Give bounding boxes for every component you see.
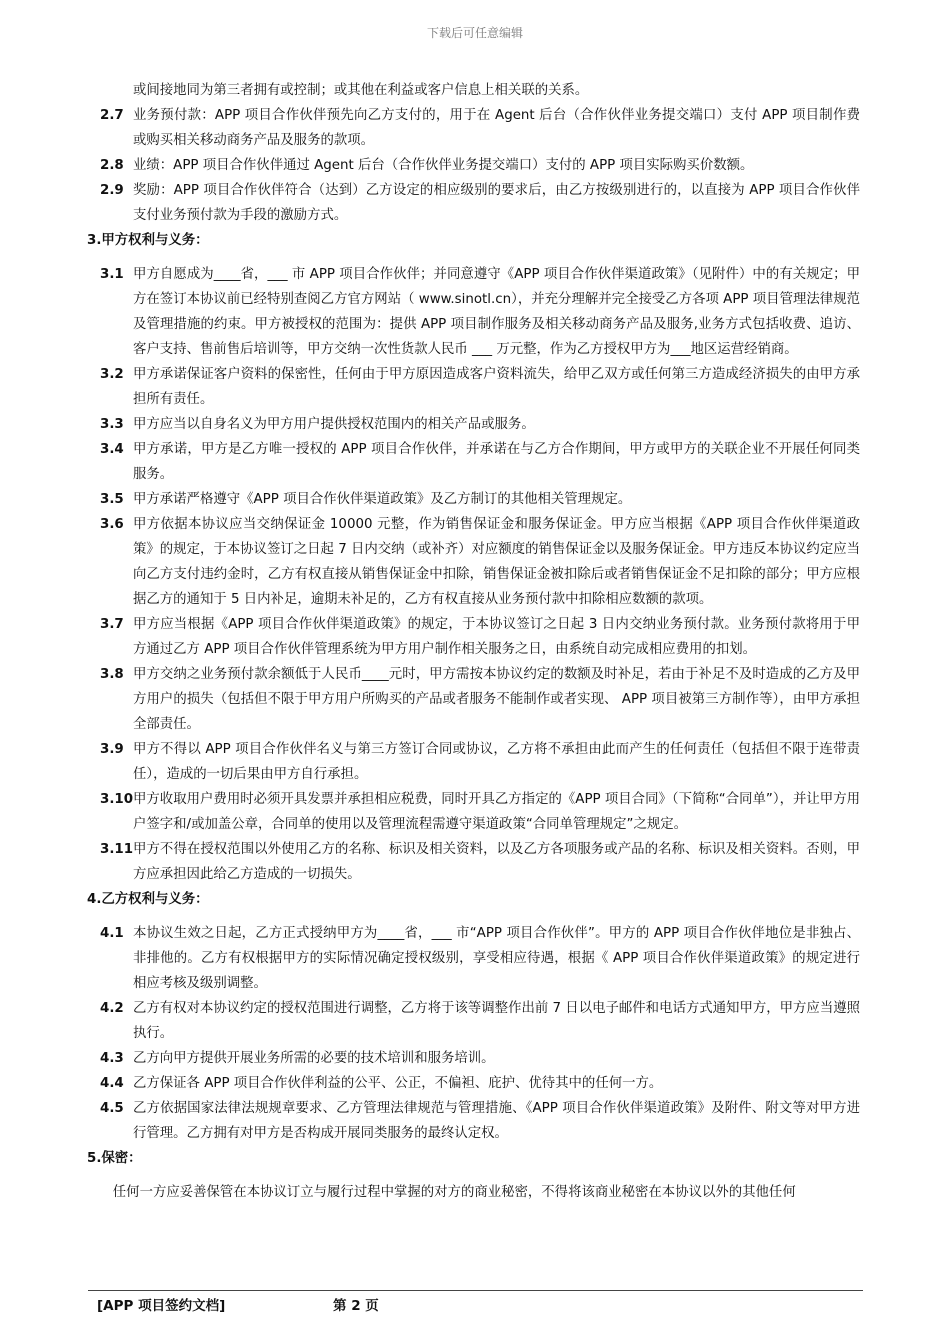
clause-number: 4.1 (100, 926, 124, 941)
clause-number: 3.7 (100, 617, 124, 632)
clause-text: 业绩：APP 项目合作伙伴通过 Agent 后台（合作伙伴业务提交端口）支付的 APP 项目实际购买价数额。 (133, 158, 754, 173)
footer-divider (88, 1290, 863, 1291)
clause-number: 4.4 (100, 1076, 124, 1091)
clause-text: 甲方不得以 APP 项目合作伙伴名义与第三方签订合同或协议，乙方将不承担由此而产生的任何责任（包括但不限于连带责任），造成的一切后果由甲方自行承担。 (133, 742, 860, 782)
clause-2-9 (100, 178, 860, 228)
clause-text: 乙方有权对本协议约定的授权范围进行调整，乙方将于该等调整作出前 7 日以电子邮件和电话方式通知甲方，甲方应当遵照执行。 (133, 1001, 860, 1041)
clause-2-7 (100, 103, 860, 153)
clause-number: 2.9 (100, 183, 124, 198)
clause-text: 甲方不得在授权范围以外使用乙方的名称、标识及相关资料，以及乙方各项服务或产品的名称、标识及相关资料。否则，甲方应承担因此给乙方造成的一切损失。 (133, 842, 860, 882)
clause-number: 3.8 (100, 667, 124, 682)
clause-number: 4.5 (100, 1101, 124, 1116)
clause-text: 甲方收取用户费用时必须开具发票并承担相应税费，同时开具乙方指定的《APP 项目合同》（下简称“合同单”），并让甲方用户签字和/或加盖公章，合同单的使用以及管理流程需遵守渠道政策“合同单管理规定”之规定。 (133, 792, 860, 832)
clause-4-5 (100, 1096, 860, 1146)
continuation-text: 或间接地同为第三者拥有或控制；或其他在利益或客户信息上相关联的关系。 (133, 83, 589, 98)
section-5-paragraph: 任何一方应妥善保管在本协议订立与履行过程中掌握的对方的商业秘密，不得将该商业秘密在本协议以外的其他任何 (112, 1185, 796, 1200)
clause-text: 甲方自愿成为____省，___ 市 APP 项目合作伙伴；并同意遵守《APP 项目合作伙伴渠道政策》（见附件）中的有关规定；甲方在签订本协议前已经特别查阅乙方官方网站（ www.sinotl.cn），并充分理解并完全接受乙方各项 APP 项目管理法律规范及管理措施的约束。甲方被授权的范围为：提供 APP 项目制作服务及相关移动商务产品及服务,业务方式包括收费、追访、客户支持、售前售后培训等，甲方交纳一次性货款人民币 ___ 万元整，作为乙方授权甲方为___地区运营经销商。 (133, 267, 860, 357)
clause-text: 甲方依据本协议应当交纳保证金 10000 元整，作为销售保证金和服务保证金。甲方应当根据《APP 项目合作伙伴渠道政策》的规定，于本协议签订之日起 7 日内交纳（或补齐）对应额度的销售保证金以及服务保证金。甲方违反本协议约定应当向乙方支付违约金时，乙方有权直接从销售保证金中扣除，销售保证金被扣除后或者销售保证金不足扣除的部分；甲方应根据乙方的通知于 5 日内补足，逾期未补足的，乙方有权直接从业务预付款中扣除相应数额的款项。 (133, 517, 860, 607)
document-body (87, 78, 860, 1205)
clause-4-2 (100, 996, 860, 1046)
clause-number: 3.1 (100, 267, 124, 282)
section-4-heading: 4.乙方权利与义务： (87, 892, 209, 907)
clause-3-3 (100, 412, 860, 437)
clause-text: 甲方承诺保证客户资料的保密性，任何由于甲方原因造成客户资料流失，给甲乙双方或任何第三方造成经济损失的由甲方承担所有责任。 (133, 367, 860, 407)
clause-text: 甲方交纳之业务预付款余额低于人民币____元时，甲方需按本协议约定的数额及时补足，若由于补足不及时造成的乙方及甲方用户的损失（包括但不限于甲方用户所购买的产品或者服务不能制作或者实现、 APP 项目被第三方制作等），由甲方承担全部责任。 (133, 667, 860, 732)
clause-text: 本协议生效之日起，乙方正式授纳甲方为____省，___ 市“APP 项目合作伙伴”。甲方的 APP 项目合作伙伴地位是非独占、非排他的。乙方有权根据甲方的实际情况确定授权级别，享受相应待遇，根据《 APP 项目合作伙伴渠道政策》的规定进行相应考核及级别调整。 (133, 926, 860, 991)
clause-3-6 (100, 512, 860, 612)
clause-text: 乙方向甲方提供开展业务所需的必要的技术培训和服务培训。 (133, 1051, 495, 1066)
clause-number: 4.2 (100, 1001, 124, 1016)
clause-number: 3.2 (100, 367, 124, 382)
section-5-heading: 5.保密： (87, 1151, 142, 1166)
clause-3-4 (100, 437, 860, 487)
clause-number: 2.7 (100, 108, 124, 123)
clause-3-8 (100, 662, 860, 737)
clause-text: 甲方应当根据《APP 项目合作伙伴渠道政策》的规定，于本协议签订之日起 3 日内交纳业务预付款。业务预付款将用于甲方通过乙方 APP 项目合作伙伴管理系统为甲方用户制作相关服务之日，由系统自动完成相应费用的扣划。 (133, 617, 860, 657)
clause-number: 2.8 (100, 158, 124, 173)
clause-3-9 (100, 737, 860, 787)
clause-number: 3.4 (100, 442, 124, 457)
clause-2-8 (100, 153, 860, 178)
clause-4-4 (100, 1071, 860, 1096)
clause-text: 甲方承诺严格遵守《APP 项目合作伙伴渠道政策》及乙方制订的其他相关管理规定。 (133, 492, 632, 507)
clause-number: 3.11 (100, 842, 134, 857)
clause-3-1 (100, 262, 860, 362)
watermark-text: 下载后可任意编辑 (426, 26, 523, 40)
clause-text: 甲方承诺，甲方是乙方唯一授权的 APP 项目合作伙伴，并承诺在与乙方合作期间，甲方或甲方的关联企业不开展任何同类服务。 (133, 442, 860, 482)
clause-number: 3.9 (100, 742, 124, 757)
clause-number: 3.6 (100, 517, 124, 532)
clause-text: 甲方应当以自身名义为甲方用户提供授权范围内的相关产品或服务。 (133, 417, 535, 432)
footer-page-number: 第 2 页 (333, 1298, 379, 1314)
clause-number: 3.5 (100, 492, 124, 507)
footer-doc-label: [APP 项目签约文档] (97, 1298, 226, 1314)
clause-text: 乙方依据国家法律法规规章要求、乙方管理法律规范与管理措施、《APP 项目合作伙伴渠道政策》及附件、附文等对甲方进行管理。乙方拥有对甲方是否构成开展同类服务的最终认定权。 (133, 1101, 860, 1141)
clause-text: 奖励：APP 项目合作伙伴符合（达到）乙方设定的相应级别的要求后，由乙方按级别进行的，以直接为 APP 项目合作伙伴支付业务预付款为手段的激励方式。 (133, 183, 860, 223)
clause-number: 3.3 (100, 417, 124, 432)
clause-3-2 (100, 362, 860, 412)
clause-3-11 (100, 837, 860, 887)
clause-3-10 (100, 787, 860, 837)
clause-4-3 (100, 1046, 860, 1071)
clause-4-1 (100, 921, 860, 996)
clause-number: 3.10 (100, 792, 134, 807)
clause-3-5 (100, 487, 860, 512)
section-3-heading: 3.甲方权利与义务： (87, 233, 209, 248)
clause-text: 业务预付款：APP 项目合作伙伴预先向乙方支付的，用于在 Agent 后台（合作伙伴业务提交端口）支付 APP 项目制作费或购买相关移动商务产品及服务的款项。 (133, 108, 860, 148)
clause-3-7 (100, 612, 860, 662)
clause-text: 乙方保证各 APP 项目合作伙伴利益的公平、公正，不偏袒、庇护、优待其中的任何一方。 (133, 1076, 663, 1091)
clause-number: 4.3 (100, 1051, 124, 1066)
